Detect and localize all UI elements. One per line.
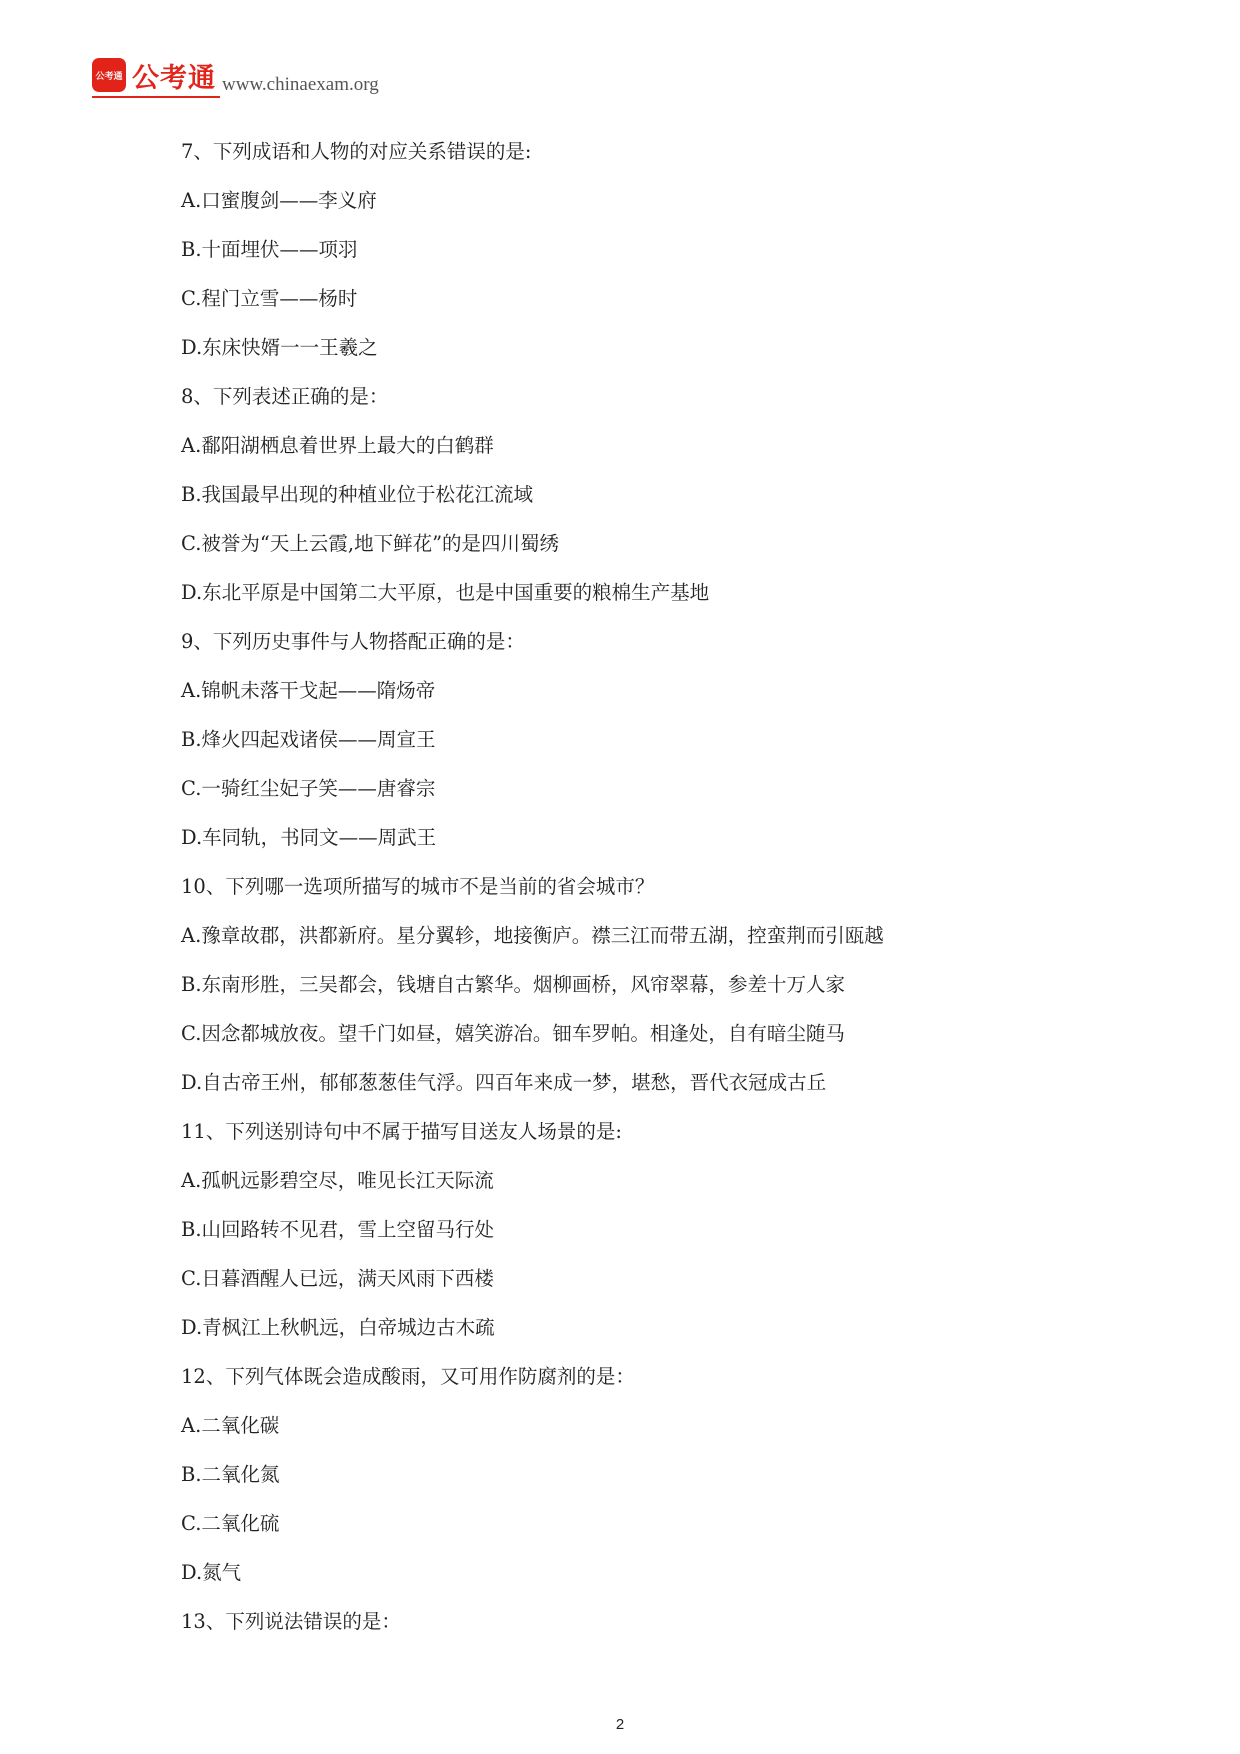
question-stem: 9、下列历史事件与人物搭配正确的是： [181, 630, 525, 653]
answer-option: D.车同轨，书同文——周武王 [181, 826, 437, 849]
answer-option: B.十面埋伏——项羽 [181, 238, 358, 261]
answer-option: D.青枫江上秋帆远，白帝城边古木疏 [181, 1316, 495, 1339]
question-stem: 13、下列说法错误的是： [181, 1610, 401, 1633]
answer-option: C.二氧化硫 [181, 1512, 280, 1535]
answer-option: B.山回路转不见君，雪上空留马行处 [181, 1218, 495, 1241]
answer-option: B.东南形胜，三吴都会，钱塘自古繁华。烟柳画桥，风帘翠幕，参差十万人家 [181, 973, 846, 996]
page-number: 2 [615, 1716, 625, 1733]
site-header [92, 56, 422, 96]
logo-name: 公考通 [132, 63, 216, 94]
answer-option: C.一骑红尘妃子笑——唐睿宗 [181, 777, 436, 800]
answer-option: A.锦帆未落干戈起——隋炀帝 [181, 679, 436, 702]
answer-option: A.鄱阳湖栖息着世界上最大的白鹤群 [181, 434, 494, 457]
answer-option: D.东北平原是中国第二大平原，也是中国重要的粮棉生产基地 [181, 581, 710, 604]
answer-option: C.被誉为“天上云霞,地下鲜花”的是四川蜀绣 [181, 532, 560, 555]
question-list [181, 132, 1081, 1651]
question-stem: 11、下列送别诗句中不属于描写目送友人场景的是: [181, 1120, 622, 1143]
answer-option: B.我国最早出现的种植业位于松花江流域 [181, 483, 534, 506]
answer-option: A.二氧化碳 [181, 1414, 280, 1437]
question-stem: 8、下列表述正确的是： [181, 385, 389, 408]
answer-option: B.二氧化氮 [181, 1463, 280, 1486]
question-stem: 12、下列气体既会造成酸雨，又可用作防腐剂的是： [181, 1365, 635, 1388]
answer-option: A.口蜜腹剑——李义府 [181, 189, 377, 212]
answer-option: C.日暮酒醒人已远，满天风雨下西楼 [181, 1267, 494, 1290]
answer-option: D.氮气 [181, 1561, 242, 1584]
answer-option: C.因念都城放夜。望千门如昼，嬉笑游冶。钿车罗帕。相逢处，自有暗尘随马 [181, 1022, 845, 1045]
answer-option: A.孤帆远影碧空尽，唯见长江天际流 [181, 1169, 494, 1192]
answer-option: B.烽火四起戏诸侯——周宣王 [181, 728, 436, 751]
question-stem: 7、下列成语和人物的对应关系错误的是: [181, 140, 532, 163]
site-url[interactable]: www.chinaexam.org [222, 74, 379, 95]
answer-option: D.东床快婿一一王羲之 [181, 336, 378, 359]
header-underline [92, 96, 220, 98]
answer-option: C.程门立雪——杨时 [181, 287, 358, 310]
answer-option: A.豫章故郡，洪都新府。星分翼轸，地接衡庐。襟三江而带五湖，控蛮荆而引瓯越 [181, 924, 884, 947]
question-stem: 10、下列哪一选项所描写的城市不是当前的省会城市？ [181, 875, 655, 898]
logo-icon: 公考通 [92, 58, 126, 92]
answer-option: D.自古帝王州，郁郁葱葱佳气浮。四百年来成一梦，堪愁，晋代衣冠成古丘 [181, 1071, 827, 1094]
